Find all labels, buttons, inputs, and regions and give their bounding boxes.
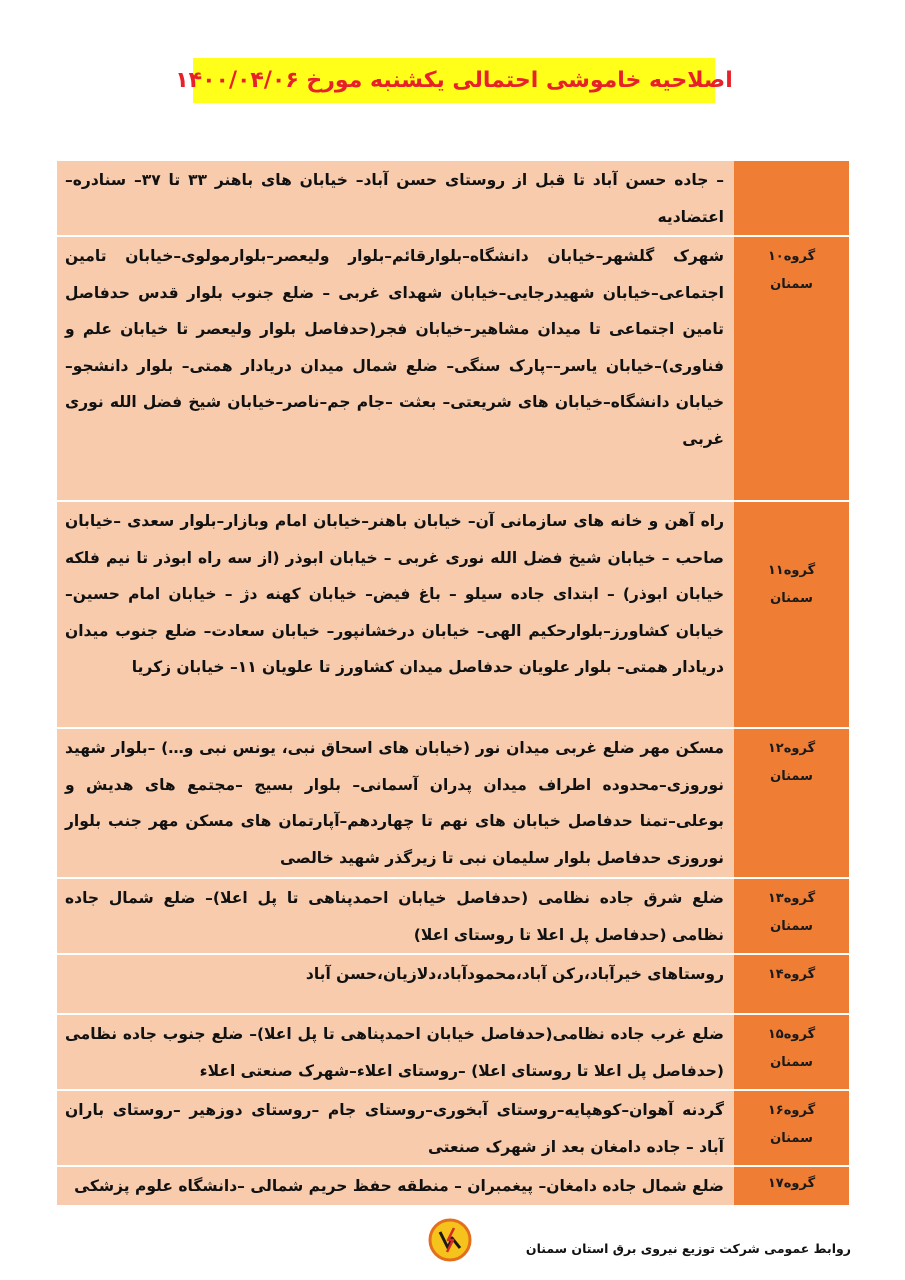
areas-cell: ضلع شمال جاده دامغان– پیغمبران – منطقه حفظ حریم شمالی –دانشگاه علوم پزشکی: [56, 1166, 734, 1206]
group-label: گروه۱۳: [767, 891, 816, 906]
group-label: [734, 161, 849, 167]
group-city: سمنان: [770, 1055, 813, 1070]
title-banner: [175, 58, 733, 103]
group-label: گروه۱۵: [767, 1027, 816, 1042]
table-row: [56, 728, 849, 878]
table-row: [56, 161, 849, 236]
areas-cell: – جاده حسن آباد تا قبل از روستای حسن آباد– خیابان های باهنر ۳۳ تا ۳۷– سنادره– اعتضادیه: [56, 161, 734, 236]
group-city: سمنان: [770, 591, 813, 606]
group-cell: [734, 728, 849, 878]
group-city: سمنان: [770, 919, 813, 934]
table-row: [56, 954, 849, 1014]
table-row: [56, 878, 849, 954]
group-cell: [734, 161, 849, 236]
group-cell: [734, 1166, 849, 1206]
areas-cell: روستاهای خیرآباد،رکن آباد،محمودآباد،دلازیان،حسن آباد: [56, 954, 734, 1014]
group-label: گروه۱۱: [767, 563, 816, 578]
group-label: گروه۱۴: [767, 967, 816, 982]
areas-cell: ضلع شرق جاده نظامی (حدفاصل خیابان احمدپناهی تا پل اعلا)– ضلع شمال جاده نظامی (حدفاصل پل اعلا تا روستای اعلا): [56, 878, 734, 954]
group-city: سمنان: [770, 769, 813, 784]
group-city: سمنان: [770, 1131, 813, 1146]
group-cell: [734, 1014, 849, 1090]
group-cell: [734, 954, 849, 1014]
page-title: اصلاحیه خاموشی احتمالی یکشنبه مورخ ۱۴۰۰/۰۴/۰۶: [175, 68, 733, 93]
areas-cell: گردنه آهوان–کوهپایه–روستای آبخوری–روستای جام –روستای دوزهیر –روستای باران آباد – جاده دامغان بعد از شهرک صنعتی: [56, 1090, 734, 1166]
group-cell: [734, 501, 849, 728]
footer-credit: روابط عمومی شرکت توزیع نیروی برق استان سمنان: [525, 1241, 851, 1256]
table-row: [56, 501, 849, 728]
group-city: سمنان: [770, 277, 813, 292]
group-cell: [734, 878, 849, 954]
outage-schedule-table: [55, 161, 849, 1207]
table-row: [56, 236, 849, 501]
table-row: [56, 1166, 849, 1206]
group-label: گروه۱۲: [767, 741, 816, 756]
areas-cell: شهرک گلشهر–خیابان دانشگاه–بلوارقائم–بلوار ولیعصر–بلوارمولوی–خیابان تامین اجتماعی–خیابان شهیدرجایی–خیابان شهدای غربی – ضلع جنوب بلوار قدس حدفاصل تامین اجتماعی تا میدان مشاهیر–خیابان فجر(حدفاصل بلوار ولیعصر تا خیابان علم و فناوری)–خیابان یاسر––پارک سنگی– ضلع شمال میدان دریادار همتی– بلوار دانشجو– خیابان دانشگاه–خیابان های شریعتی– بعثت –جام جم–ناصر–خیابان شیخ فضل الله نوری غربی: [56, 236, 734, 501]
group-cell: [734, 1090, 849, 1166]
group-label: گروه۱۷: [767, 1176, 816, 1191]
areas-cell: مسکن مهر ضلع غربی میدان نور (خیابان های اسحاق نبی، یونس نبی و…) –بلوار شهید نوروزی–محدوده اطراف میدان پدران آسمانی– بلوار بسیج –مجتمع های هدیش و بوعلی–تمنا حدفاصل خیابان های نهم تا چهاردهم–آپارتمان های مسکن مهر جنب بلوار نوروزی حدفاصل بلوار سلیمان نبی تا زیرگذر شهید خالصی: [56, 728, 734, 878]
group-label: گروه۱۶: [767, 1103, 816, 1118]
areas-cell: راه آهن و خانه های سازمانی آن– خیابان باهنر–خیابان امام وبازار–بلوار سعدی –خیابان صاحب – خیابان شیخ فضل الله نوری غربی – خیابان ابوذر (از سه راه ابوذر تا نیم فلکه خیابان ابوذر) – ابتدای جاده سیلو – باغ فیض– خیابان کهنه دژ – خیابان امام حسین–خیابان کشاورز–بلوارحکیم الهی– خیابان درخشانپور– خیابان سعادت– ضلع جنوب میدان دریادار همتی– بلوار علویان حدفاصل میدان کشاورز تا علویان ۱۱– خیابان زکریا: [56, 501, 734, 728]
table-row: [56, 1014, 849, 1090]
table-row: [56, 1090, 849, 1166]
group-label: گروه۱۰: [767, 249, 816, 264]
group-cell: [734, 236, 849, 501]
areas-cell: ضلع غرب جاده نظامی(حدفاصل خیابان احمدپناهی تا پل اعلا)– ضلع جنوب جاده نظامی (حدفاصل پل اعلا تا روستای اعلا) –روستای اعلاء–شهرک صنعتی اعلاء: [56, 1014, 734, 1090]
company-logo: [428, 1218, 472, 1262]
